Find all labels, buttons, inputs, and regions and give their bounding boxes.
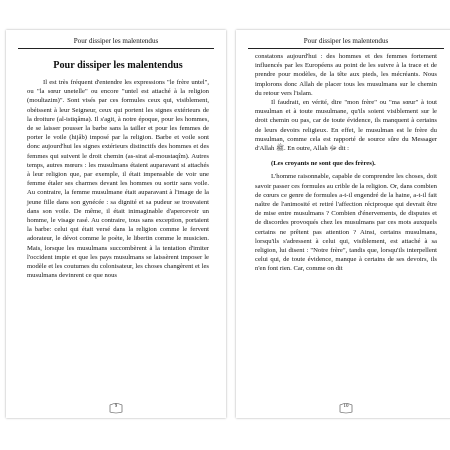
body-paragraph: L'homme raisonnable, capable de comprendre les choses, doit savoir passer ces formules au crible de la religion. Or, dans combien de cœurs ce genre de formules a-t-il engendré de la haine, a-t-il fait naître de l'animosité et retiré l'affection réciproque qui devrait être de mise entre musulmans ? Combien d'énervements, de disputes et de discordes provoqués chez les musulmans par ces mots auxquels certains ne prêtent pas attention ? Ainsi, certains musulmans, lorsqu'ils s'adressent à celui qui, visiblement, est attaché à sa religion, lui disent : "Notre frère", tandis que, lorsqu'ils interpellent celui qui, de toute évidence, manque à certains de ses devoirs, ils n'en font rien. Car, comme on dit [255, 173, 437, 273]
right-page [236, 30, 450, 418]
page-number-text: 9 [114, 404, 118, 409]
page-number [109, 403, 123, 414]
page-number [339, 403, 353, 414]
quran-quote: (Les croyants ne sont que des frères). [271, 160, 376, 168]
page-body [255, 52, 437, 274]
chapter-title: Pour dissiper les malentendus [53, 60, 183, 71]
page-body [27, 60, 209, 280]
body-paragraph: Il est très fréquent d'entendre les expressions "le frère untel", ou "la sœur unetelle" ou encore "untel est attaché à la religion (moultazim)". Sont visés par ces formules ceux qui, visiblement, obéissent à leur Seigneur, ceux qui portent les signes extérieurs de la droiture (al-istiqâma). Il s'agit, à notre époque, pour les hommes, de se laisser pousser la barbe sans la tailler et pour les femmes de porter le voile (hijâb) imposé par la religion. Barbe et voile sont donc aujourd'hui les signes extérieurs distinctifs des hommes et des femmes qui suivent le droit chemin (as-sirat al-moustaqîm). Autres temps, autres mœurs : les musulmans étaient auparavant si attachés à leur religion que, par exemple, il était impensable de voir une femme étaler ses charmes devant les hommes ou sortir sans voile. Au contraire, la femme musulmane était auparavant à l'image de la jeune fille dans son gynécée : sa dignité et sa pudeur se trouvaient dans son voile. De même, il était inimaginable d'apercevoir un homme, le visage rasé. Au contraire, tous sans exception, portaient la barbe: celui qui était versé dans la religion comme le fervent adorateur, le dévot comme le poète, le libertin comme le musicien. Mais, lorsque les musulmans succombèrent à la tentation d'imiter l'occident impie et que les pays musulmans se laissèrent imposer le modèle et les coutumes du colonisateur, les choses changèrent et les musulmans devinrent ce que nous [27, 79, 209, 280]
running-header: Pour dissiper les malentendus [248, 37, 444, 49]
body-paragraph: constatons aujourd'hui : des hommes et des femmes fortement influencés par les Européens au point de les suivre à la trace et de prendre pour modèles, de la tête aux pieds, les mécréants. Nous implorons donc Allah de placer tous les musulmans sur le chemin du retour vers l'islam. [255, 53, 437, 97]
running-header: Pour dissiper les malentendus [18, 37, 214, 49]
page-number-text: 10 [343, 404, 349, 409]
body-paragraph: Il faudrait, en vérité, dire "mon frère" ou "ma sœur" à tout musulman et à toute musulmane, qu'ils soient visiblement sur le droit chemin ou pas, car de toute évidence, ils manquent à certains de leurs devoirs religieux. En effet, le musulman est le frère du musulman, comme cela est rapporté de source sûre du Messager d'Allah ﷺ. En outre, Allah ﷻ dit : [255, 99, 437, 153]
left-page [6, 30, 226, 418]
